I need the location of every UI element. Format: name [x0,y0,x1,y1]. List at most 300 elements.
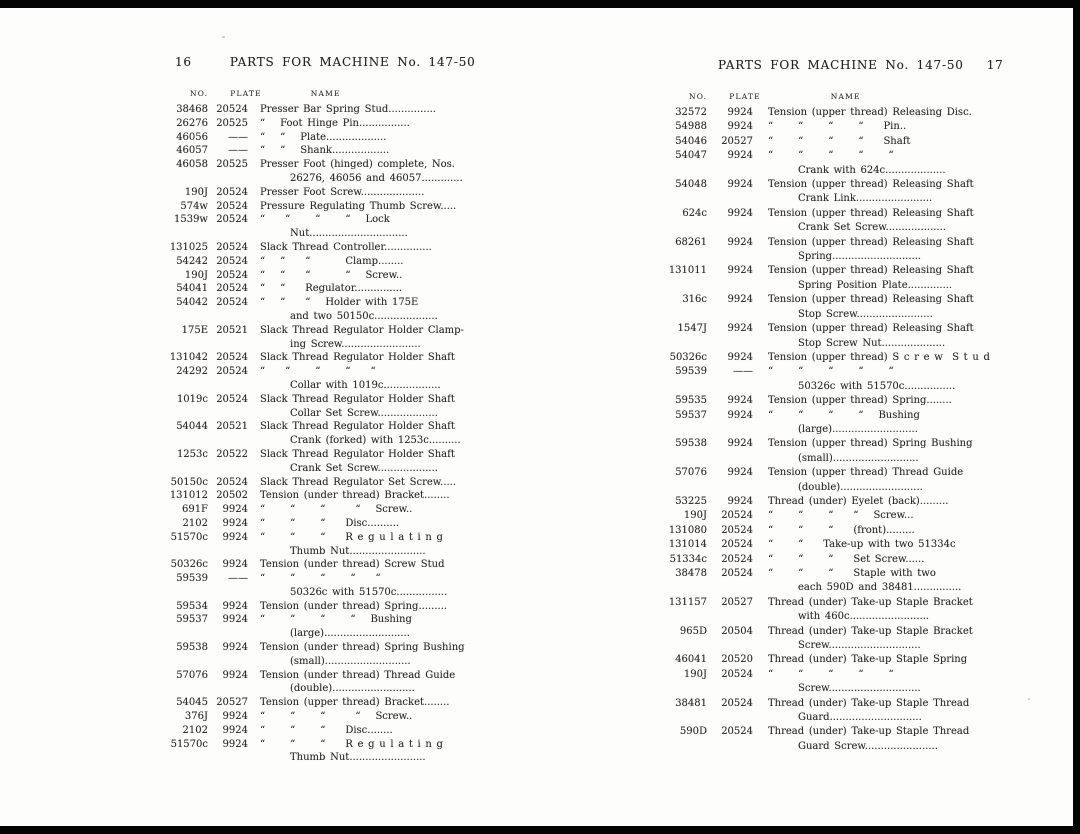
part-no [154,627,208,641]
table-row [154,103,454,117]
part-name: (double).......................... [290,683,415,695]
part-name: Guard Screw....................... [798,740,938,752]
table-row [653,120,973,134]
part-name: Crank Set Screw................... [798,222,946,234]
table-row [653,250,973,264]
table-row [653,524,973,538]
table-row [653,567,973,581]
plate-no: 20524 [216,269,248,281]
plate-no: 20524 [721,568,753,579]
part-no: 624c [682,207,707,219]
part-name: Spring Position Plate.............. [798,279,953,291]
table-row [653,452,973,466]
part-no: 131012 [169,490,208,502]
table-row [154,751,454,765]
part-name: “ “ “ “ Pin.. [768,121,907,133]
table-row [653,322,973,336]
part-name: (small)........................... [290,655,411,667]
table-row [653,365,973,379]
table-row [653,668,973,682]
table-row [154,724,454,738]
table-row [154,282,454,296]
plate-no: 9924 [222,600,248,612]
table-row [653,682,973,696]
part-no [154,338,208,352]
plate-no: 9924 [727,121,753,133]
table-row [653,437,973,451]
plate-no: 9924 [222,517,248,529]
part-no: 59538 [176,642,208,654]
part-no: 59539 [176,573,208,585]
table-row [154,172,463,186]
plate-no [707,192,753,206]
part-name: ing Screw......................... [290,338,421,350]
part-no [154,310,208,324]
part-name: “ “ “ R e g u l a t i n g [260,531,443,543]
plate-no [707,711,753,725]
table-row [154,545,454,559]
table-row [154,393,454,407]
plate-no: —— [733,366,753,378]
table-row [653,711,973,725]
part-no [653,711,707,725]
plate-no: 9924 [727,294,753,306]
table-row [653,279,973,293]
plate-no: 9924 [727,438,753,450]
part-no: 54041 [176,283,208,295]
plate-no [208,682,248,696]
table-row [154,462,454,476]
table-row [653,697,973,711]
part-no: 24292 [176,366,208,378]
table-row [154,338,454,352]
table-row [154,448,454,462]
plate-no: 20527 [216,697,248,709]
table-row [653,221,973,235]
table-row [154,213,454,227]
plate-no: 9924 [727,107,753,118]
part-name: Guard............................. [798,712,922,724]
page-header-left [154,55,476,69]
table-row [154,489,454,503]
plate-no [208,751,248,765]
plate-no: 20522 [216,448,248,460]
plate-no: 20524 [216,200,248,212]
column-headers [154,89,454,98]
part-name: “ “ “ “ Shaft [768,135,911,147]
table-row [154,558,454,572]
part-name: 26276, 46056 and 46057............. [290,172,463,184]
table-row [154,296,454,310]
plate-no: 9924 [727,323,753,335]
part-no [653,221,707,235]
plate-no: 20527 [721,596,753,608]
column-header-no: NO. [689,92,708,101]
part-no: 2102 [182,724,208,736]
table-row [154,420,454,434]
part-no: 131011 [668,265,707,277]
part-no [653,279,707,293]
part-name: Presser Foot (hinged) complete, Nos. [260,159,455,171]
part-name: “ “ “ “ “ [768,150,894,162]
plate-no: 9924 [222,669,248,681]
part-no: 59537 [176,614,208,626]
part-no: 2102 [182,517,208,529]
part-no: 50326c [170,559,208,571]
plate-no [208,379,248,393]
part-name: Collar with 1019c.................. [290,379,441,391]
table-row [154,158,454,172]
plate-no: 9924 [727,150,753,162]
part-no [653,452,707,466]
plate-no: —— [228,145,248,157]
table-row [653,538,973,552]
part-no: 50326c [669,351,707,363]
table-row [653,149,973,163]
part-name: Tension (upper thread) Releasing Shaft [768,323,974,335]
part-name: 50326c with 51570c................ [798,380,956,392]
table-row [653,380,973,394]
part-no [653,250,707,264]
part-name: Slack Thread Regulator Holder Shaft [260,448,455,460]
part-name: Thumb Nut........................ [290,545,426,557]
part-name: Tension (upper thread) Releasing Shaft [768,207,974,219]
part-no: 190J [184,186,208,198]
part-no: 190J [184,269,208,281]
table-row [653,236,973,250]
plate-no: 20524 [721,539,753,551]
parts-table [653,106,990,754]
part-name: (small)........................... [798,452,919,464]
table-row [154,324,464,338]
part-name: Slack Thread Regulator Set Screw..... [260,476,457,488]
plate-no [208,586,248,600]
column-headers [653,92,973,101]
plate-no [707,308,753,322]
part-no: 54044 [176,421,208,433]
plate-no: 20524 [216,352,248,364]
part-no: 175E [181,324,208,336]
part-name: Thread (under) Take-up Staple Thread [768,726,970,738]
part-name: Stop Screw........................ [798,308,933,320]
plate-no: 20524 [216,241,248,253]
table-row [653,207,973,221]
table-row [154,517,454,531]
table-row [653,351,990,365]
page-number: 17 [986,58,1004,72]
plate-no: 9924 [222,559,248,571]
table-row [653,509,973,523]
page-header-right [653,58,1004,72]
scan-border-right [1073,0,1080,834]
table-row [154,738,454,752]
plate-no [707,481,753,495]
table-row [154,531,454,545]
plate-no: 20521 [216,421,248,433]
plate-no: 20524 [216,186,248,198]
part-name: “ “ “ (front)......... [768,524,915,536]
part-name: Tension (upper thread) Releasing Shaft [768,179,974,191]
table-row [154,131,454,145]
plate-no [208,310,248,324]
part-name: “ “ “ Holder with 175E [260,297,419,309]
part-no: 51334c [669,553,707,565]
plate-no [707,610,753,624]
plate-no: 20524 [216,393,248,405]
part-no: 131025 [169,241,208,253]
part-name: Tension (under thread) Thread Guide [260,669,456,681]
plate-no: 9924 [222,738,248,750]
part-name: “ “ “ “ “ [768,668,894,680]
table-row [154,476,457,490]
table-row [653,106,973,120]
part-no: 190J [683,668,707,680]
part-no: 51570c [170,531,208,543]
plate-no [208,227,248,241]
column-header-plate: PLATE [729,92,761,101]
table-row [653,725,973,739]
part-no [154,379,208,393]
part-name: “ “ “ “ “ [260,366,376,378]
part-no [154,227,208,241]
part-name: “ “ “ Clamp........ [260,255,404,267]
plate-no: 9924 [727,395,753,407]
part-no: 46056 [176,131,208,143]
part-name: Thread (under) Take-up Staple Thread [768,697,970,709]
part-no: 46041 [675,654,707,666]
part-name: Spring............................ [798,251,922,263]
part-name: (large)........................... [798,423,918,435]
plate-no: 20524 [216,255,248,267]
part-name: “ “ “ Disc........ [260,724,393,736]
part-no [653,610,707,624]
plate-no: 9924 [727,207,753,219]
page-number: 16 [175,55,192,69]
part-no [653,639,707,653]
part-name: and two 50150c.................... [290,310,438,322]
table-row [154,627,454,641]
plate-no [208,462,248,476]
plate-no: 20504 [721,625,753,637]
table-row [154,255,454,269]
scan-speck [1028,698,1030,700]
part-name: (double).......................... [798,481,923,493]
part-no [154,407,208,421]
table-row [154,572,454,586]
part-name: Crank Link........................ [798,193,933,205]
table-row [154,144,454,158]
part-name: “ “ “ “ Bushing [260,614,412,626]
part-name: “ “ “ “ Bushing [768,409,920,421]
table-row [653,308,973,322]
part-no: 50150c [170,476,208,488]
table-row [653,610,973,624]
part-no: 57076 [176,669,208,681]
table-row [154,227,454,241]
part-name: Collar Set Screw................... [290,407,438,419]
table-row [154,682,454,696]
part-no: 54047 [675,150,707,162]
plate-no [208,407,248,421]
part-name: Slack Thread Regulator Holder Clamp- [260,324,464,336]
part-no: 54045 [176,697,208,709]
part-name: Tension (under thread) Bracket........ [260,490,450,502]
parts-table [154,103,465,765]
part-name: Tension (upper thread) Spring........ [768,395,952,407]
part-name: “ “ “ “ Screw... [768,510,914,522]
table-row [154,310,454,324]
plate-no [707,250,753,264]
table-row [154,117,454,131]
part-no: 376J [184,711,208,723]
plate-no: 20524 [721,524,753,536]
part-no: 38481 [675,697,707,709]
part-name: Tension (upper thread) Releasing Shaft [768,294,974,306]
part-no [653,581,707,595]
table-row [653,192,973,206]
part-name: Slack Thread Regulator Holder Shaft [260,421,455,433]
part-name: Presser Foot Screw.................... [260,186,425,198]
part-name: with 460c......................... [798,611,930,623]
part-no [653,308,707,322]
part-no: 51570c [170,738,208,750]
part-no [653,380,707,394]
plate-no [707,682,753,696]
table-row [653,740,973,754]
part-no [154,586,208,600]
part-no [653,192,707,206]
part-no [653,481,707,495]
plate-no: 20524 [721,553,753,565]
part-name: “ “ “ “ Screw.. [260,269,403,281]
part-name: (large)........................... [290,628,410,640]
plate-no: 9924 [727,265,753,277]
part-no [653,337,707,351]
part-no [154,682,208,696]
plate-no: 20524 [721,510,753,522]
plate-no: 20525 [216,159,248,171]
table-row [653,264,973,278]
table-row [653,337,973,351]
part-no: 59535 [675,395,707,407]
part-name: Tension (upper thread) Releasing Disc. [768,107,972,118]
plate-no: 20524 [216,476,248,488]
plate-no: 9924 [222,614,248,626]
plate-no: 20524 [216,297,248,309]
plate-no [208,434,248,448]
column-header-plate: PLATE [230,89,262,98]
page-right [653,58,1004,754]
plate-no: 20525 [216,117,248,129]
part-no: 54048 [675,179,707,191]
part-name: Tension (under thread) Screw Stud [260,559,445,571]
part-no: 54046 [675,135,707,147]
table-row [154,710,454,724]
part-name: “ “ “ “ “ [768,366,894,378]
part-name: Tension (upper thread) Releasing Shaft [768,236,974,248]
table-row [653,596,973,610]
part-no [154,172,208,186]
plate-no: —— [228,131,248,143]
plate-no [707,164,753,178]
plate-no [707,581,753,595]
part-name: Screw............................. [798,640,921,652]
part-name: 50326c with 51570c................ [290,586,448,598]
plate-no: 9924 [222,504,248,516]
table-row [154,434,461,448]
part-name: each 590D and 38481............... [798,582,962,594]
part-no: 38478 [675,568,707,579]
table-row [154,586,454,600]
part-name: Tension (upper thread) Thread Guide [768,467,964,479]
part-name: “ “ “ “ Screw.. [260,504,413,516]
part-name: Tension (under thread) Spring Bushing [260,642,465,654]
plate-no: 20524 [721,668,753,680]
plate-no: 20524 [216,283,248,295]
plate-no: 20520 [721,654,753,666]
part-no [154,462,208,476]
part-no: 131080 [668,524,707,536]
table-row [154,365,454,379]
plate-no [707,639,753,653]
part-name: Thread (under) Eyelet (back)......... [768,495,949,507]
part-no: 691F [181,504,208,516]
table-row [653,178,973,192]
part-name: “ “ “ “ Screw.. [260,711,413,723]
table-row [653,164,973,178]
table-row [653,466,973,480]
plate-no: 20524 [721,697,753,709]
table-row [154,696,454,710]
plate-no: 9924 [222,711,248,723]
part-name: “ “ “ Staple with two [768,568,936,579]
part-no: 46057 [176,145,208,157]
part-no: 57076 [675,467,707,479]
table-row [154,600,454,614]
part-name: Stop Screw Nut.................... [798,337,946,349]
part-no: 59539 [675,366,707,378]
plate-no: 20524 [216,104,248,115]
table-row [653,639,973,653]
column-header-name: NAME [830,92,861,101]
part-name: “ “ Take-up with two 51334c [768,539,956,551]
table-row [154,655,454,669]
table-row [653,553,973,567]
part-no: 59537 [675,409,707,421]
scan-border-bottom [0,826,1080,834]
table-row [154,503,454,517]
part-no: 38468 [176,104,208,115]
plate-no [707,452,753,466]
part-no: 1019c [176,393,208,405]
table-row [154,613,454,627]
table-row [154,241,454,255]
part-no: 965D [679,625,707,637]
plate-no [707,380,753,394]
part-no [653,164,707,178]
table-row [154,351,454,365]
part-name: Thumb Nut........................ [290,752,426,764]
part-name: “ “ Shank.................. [260,145,390,157]
part-no [154,434,208,448]
plate-no [208,172,248,186]
plate-no [208,655,248,669]
plate-no [208,338,248,352]
part-no: 190J [683,510,707,522]
part-name: Tension (upper thread) Bracket........ [260,697,450,709]
part-no: 59534 [176,600,208,612]
part-no: 68261 [675,236,707,248]
